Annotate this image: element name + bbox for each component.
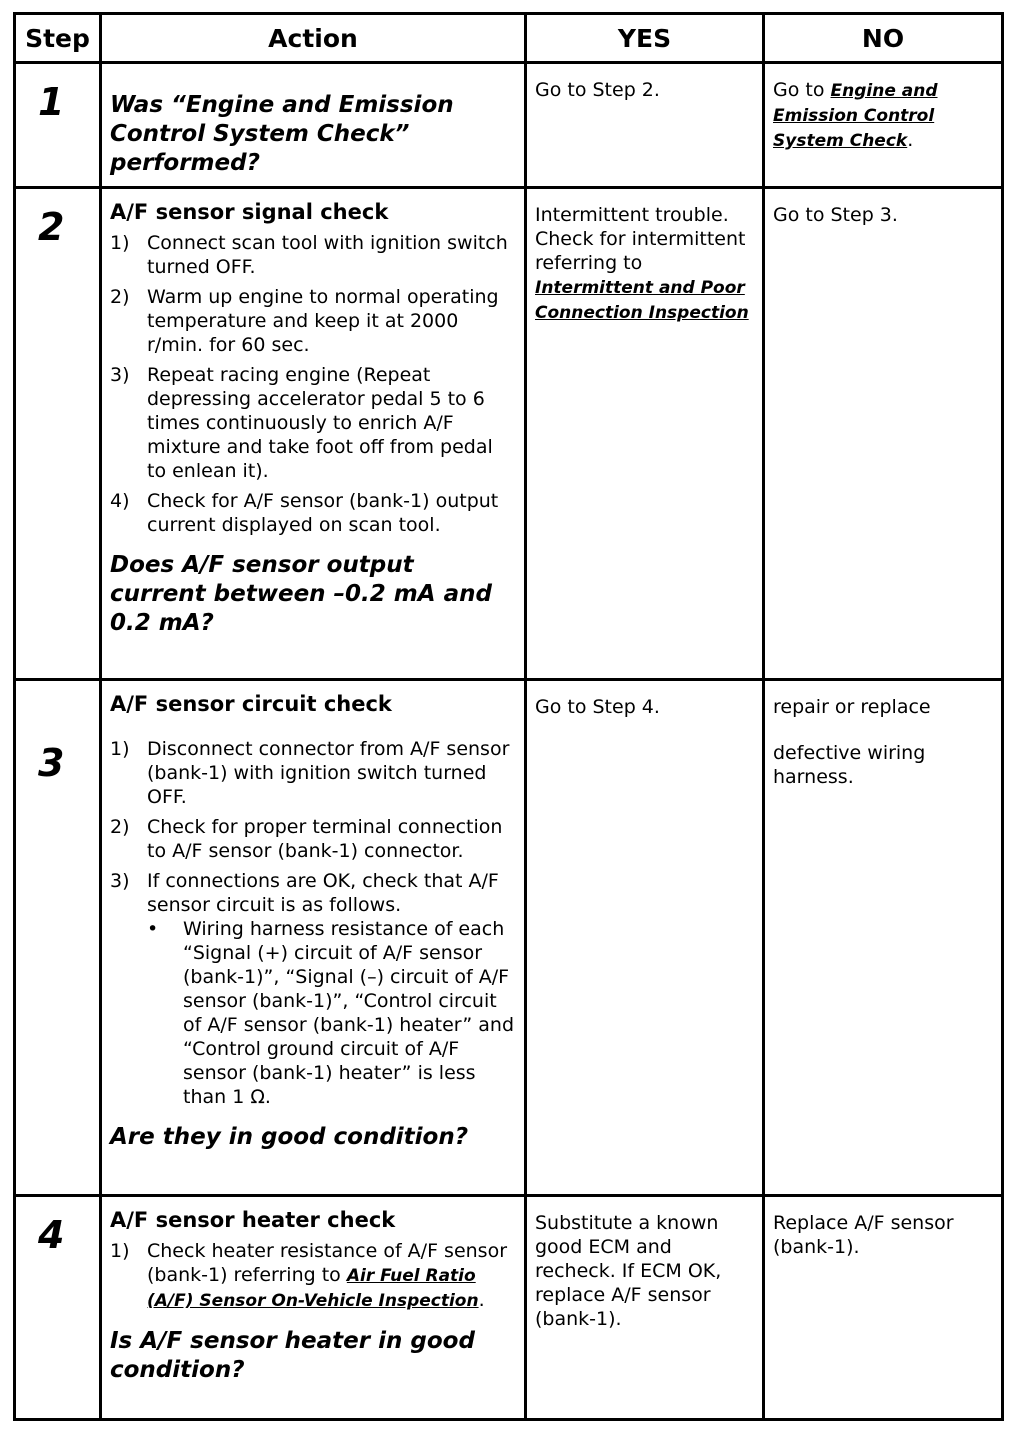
header-row — [15, 14, 1003, 63]
intermittent-inspection-link[interactable]: Intermittent and Poor Connection Inspection — [535, 278, 749, 323]
step-number: 1 — [15, 63, 101, 188]
no-cell — [764, 680, 1003, 1196]
procedure-list — [110, 737, 516, 1109]
step-question: Does A/F sensor output current between –0.2 mA and 0.2 mA? — [110, 552, 492, 636]
header-no: NO — [764, 14, 1003, 63]
action-cell — [101, 63, 526, 188]
list-item: 2) Check for proper terminal connection to A/F sensor (bank-1) connector. — [110, 816, 503, 862]
step-question: Are they in good condition? — [110, 1124, 469, 1150]
no-text: Replace A/F sensor (bank-1). — [773, 1212, 954, 1258]
action-cell — [101, 188, 526, 680]
list-item: 2) Warm up engine to normal operating temperature and keep it at 2000 r/min. for 60 sec. — [110, 286, 499, 356]
yes-text: Go to Step 2. — [535, 79, 660, 101]
procedure-list — [110, 1239, 516, 1313]
step-question: Was “Engine and Emission Control System Check” performed? — [110, 92, 454, 176]
yes-cell — [526, 188, 764, 680]
list-item: 3) Repeat racing engine (Repeat depressing accelerator pedal 5 to 6 times continuously to enrich A/F mixture and take foot off from pedal to enlean it). — [110, 364, 493, 482]
yes-cell — [526, 680, 764, 1196]
list-item: 4) Check for A/F sensor (bank-1) output current displayed on scan tool. — [110, 490, 499, 536]
af-sensor-inspection-link[interactable]: Air Fuel Ratio (A/F) Sensor On-Vehicle Inspection — [147, 1266, 479, 1311]
step-number: 4 — [15, 1196, 101, 1420]
list-item: 3) If connections are OK, check that A/F sensor circuit is as follows. • Wiring harness resistance of each “Signal (+) circuit of A/F sensor (bank-1)”, “Signal (–) circuit of A/F sensor (bank-1)”, “Control circuit of A/F sensor (bank-1) heater” and “Control ground circuit of A/F sensor (bank-1) heater” is less than 1 Ω. — [110, 870, 515, 1108]
sub-bullet-list — [147, 917, 516, 1109]
step-title: A/F sensor heater check — [110, 1208, 396, 1232]
no-cell — [764, 188, 1003, 680]
no-text: Go to Step 3. — [773, 204, 898, 226]
step-row-3 — [15, 680, 1003, 1196]
header-yes: YES — [526, 14, 764, 63]
no-cell — [764, 1196, 1003, 1420]
step-row-1 — [15, 63, 1003, 188]
step-title: A/F sensor signal check — [110, 200, 389, 224]
no-text-line-1: repair or replace — [773, 696, 931, 718]
engine-emission-check-link[interactable]: Engine and Emission Control System Check — [773, 81, 938, 151]
no-text-prefix: Go to — [773, 79, 831, 101]
no-text-suffix: . — [907, 129, 914, 151]
step-row-2 — [15, 188, 1003, 680]
step-number: 2 — [15, 188, 101, 680]
yes-cell — [526, 1196, 764, 1420]
diagnostic-table — [13, 12, 1004, 1421]
no-text-line-2: defective wiring harness. — [773, 742, 926, 788]
procedure-list — [110, 231, 516, 537]
bullet-item: • Wiring harness resistance of each “Signal (+) circuit of A/F sensor (bank-1)”, “Signal (–) circuit of A/F sensor (bank-1)”, “Control circuit of A/F sensor (bank-1) heater” and “Control ground circuit of A/F sensor (bank-1) heater” is less than 1 Ω. — [147, 918, 515, 1108]
action-cell — [101, 680, 526, 1196]
yes-text: Go to Step 4. — [535, 696, 660, 718]
yes-text: Substitute a known good ECM and recheck. If ECM OK, replace A/F sensor (bank-1). — [535, 1212, 722, 1330]
action-cell — [101, 1196, 526, 1420]
step-row-4 — [15, 1196, 1003, 1420]
list-item: 1) Check heater resistance of A/F sensor (bank-1) referring to Air Fuel Ratio (A/F) Sensor On-Vehicle Inspection. — [110, 1240, 508, 1311]
yes-cell — [526, 63, 764, 188]
yes-text: Intermittent trouble. Check for intermittent referring to — [535, 204, 746, 274]
list-item: 1) Connect scan tool with ignition switch turned OFF. — [110, 232, 508, 278]
no-cell — [764, 63, 1003, 188]
step-question: Is A/F sensor heater in good condition? — [110, 1328, 475, 1383]
header-action: Action — [101, 14, 526, 63]
list-item: 1) Disconnect connector from A/F sensor (bank-1) with ignition switch turned OFF. — [110, 738, 510, 808]
header-step: Step — [15, 14, 101, 63]
step-number: 3 — [15, 680, 101, 1196]
step-title: A/F sensor circuit check — [110, 692, 392, 716]
